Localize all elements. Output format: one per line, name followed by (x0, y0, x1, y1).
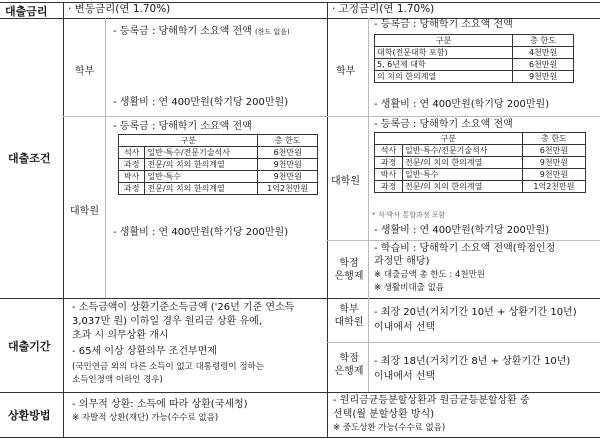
right-gr-note: * 석·박사 통합과정 포함 (372, 211, 446, 219)
table-cell-type: 전문/의 치의 한의계열 (403, 157, 523, 169)
label-repayment: 상환방법 (8, 409, 51, 422)
table-cell-type: 전문/의 치의 한의계열 (145, 183, 258, 195)
left-period-line-6: 소득인정액 이하인 경우) (72, 375, 163, 385)
table-cell-group: 박사 (119, 171, 145, 183)
table-header-category: 구분 (375, 35, 513, 47)
table-header-total: 총 한도 (522, 133, 585, 145)
right-undergrad-limit-table (374, 34, 574, 83)
left-period-line-4: - 65세 이상 상환의무 조건부면제 (72, 346, 217, 357)
table-row (375, 59, 574, 71)
left-gr-tuition: - 등록금 : 당해학기 소요액 전액 (113, 121, 252, 132)
table-header-category: 구분 (375, 133, 523, 145)
label-interest-rate: 대출금리 (5, 5, 48, 18)
table-row (119, 183, 318, 195)
table-cell-limit: 9천만원 (258, 171, 318, 183)
table-header-category: 구분 (119, 135, 258, 147)
rule-period-bottom (0, 392, 600, 393)
table-cell-limit: 1억2천만원 (522, 181, 585, 193)
left-grad-label: 대학원 (70, 206, 99, 217)
left-ug-living: - 생활비 : 연 400만원(학기당 200만원) (113, 97, 289, 108)
table-row (375, 181, 586, 193)
rule-mid (327, 2, 328, 437)
table-cell-limit: 6천만원 (258, 147, 318, 159)
table-cell-type: 5, 6년제 대학 (375, 59, 513, 71)
left-period-line-1: - 소득금액이 상환기준소득금액 ('26년 기준 연소득 (72, 302, 295, 313)
table-cell-limit: 4천만원 (513, 47, 574, 59)
table-cell-type: 일반·특수 (145, 171, 258, 183)
table-cell-group: 과정 (119, 159, 145, 171)
table-cell-group: 박사 (375, 169, 403, 181)
left-repay-line-2: ※ 자발적 상환(재단) 가능(수수료 없음) (72, 413, 219, 423)
right-period-cb-label: 학점 은행제 (334, 353, 364, 377)
table-row (375, 47, 574, 59)
table-row (119, 171, 318, 183)
table-cell-group: 과정 (375, 157, 403, 169)
left-undergrad-label: 학부 (75, 66, 95, 77)
fixed-rate: · 고정금리(연 1.70%) (332, 3, 435, 15)
table-cell-type: 일반·특수/전문기술석사 (403, 145, 523, 157)
left-period-line-2: 3,037만 원) 이하일 경우 원리금 상환 유예, (72, 316, 263, 327)
table-row (375, 157, 586, 169)
right-repay-line-1: - 원리금균등분할상환과 원금균등분할상환 중 (333, 395, 530, 406)
table-header-total: 총 한도 (258, 135, 318, 147)
left-ug-tuition: - 등록금 : 당해학기 소요액 전액 (한도 없음) (113, 26, 290, 37)
right-period-cb-line-2: 이내에서 선택 (374, 371, 436, 382)
table-cell-group: 석사 (119, 147, 145, 159)
right-undergrad-label: 학부 (336, 66, 356, 77)
left-period-line-3: 초과 시 의무상환 개시 (72, 330, 169, 341)
table-cell-limit: 9천만원 (258, 159, 318, 171)
rule-label-col (63, 2, 64, 437)
table-row (119, 159, 318, 171)
rule-right-sub (368, 18, 369, 392)
right-grad-label: 대학원 (331, 176, 360, 187)
rule-left-sub (105, 18, 106, 298)
left-grad-limit-table (118, 134, 318, 195)
table-cell-type: 전문/의 치의 한의계열 (403, 181, 523, 193)
table-cell-type: 일반·특수 (403, 169, 523, 181)
table-cell-type: 대학(전문대학 포함) (375, 47, 513, 59)
right-credit-bank-label: 학점 은행제 (334, 258, 364, 282)
left-period-line-5: (국민연금 외의 다른 소득이 없고 대통령령이 정하는 (72, 362, 264, 372)
table-cell-limit: 6천만원 (513, 59, 574, 71)
table-cell-limit: 9천만원 (522, 169, 585, 181)
label-loan-period: 대출기간 (8, 340, 51, 353)
table-row (375, 145, 586, 157)
right-gr-tuition: - 등록금 : 당해학기 소요액 전액 (374, 119, 513, 130)
right-cb-line-1: - 학습비 : 당해학기 소요액 전액(학점인정 (374, 243, 556, 254)
table-cell-limit: 9천만원 (522, 157, 585, 169)
rule-right-gr-bottom (327, 240, 600, 241)
table-cell-group: 과정 (119, 183, 145, 195)
right-cb-line-3: ※ 대출금액 총 한도 : 4천만원 (374, 270, 486, 280)
right-gr-living: - 생활비 : 연 400만원(학기당 200만원) (374, 225, 550, 236)
table-cell-group: 석사 (375, 145, 403, 157)
table-cell-limit: 1억2천만원 (258, 183, 318, 195)
left-repay-line-1: - 의무적 상환: 소득에 따라 상환(국세청) (72, 399, 248, 410)
table-cell-limit: 9천만원 (513, 71, 574, 83)
right-period-cb-line-1: - 최장 18년(거치기간 8년 + 상환기간 10년) (374, 356, 571, 367)
label-loan-conditions: 대출조건 (8, 152, 51, 165)
right-cb-line-4: ※ 생활비대출 없음 (374, 283, 445, 293)
rule-right-period-split (327, 342, 600, 343)
table-cell-type: 전문/의 치의 한의계열 (145, 159, 258, 171)
right-period-ug-line-1: - 최장 20년(거치기간 10년 + 상환기간 10년) (374, 307, 577, 318)
rule-conditions-bottom (0, 298, 600, 299)
right-grad-limit-table (374, 132, 586, 193)
right-period-ug-line-2: 이내에서 선택 (374, 322, 436, 333)
rule-left-ug-bottom (63, 116, 327, 117)
right-period-ug-label: 학부 대학원 (334, 304, 364, 328)
table-row (119, 147, 318, 159)
table-cell-group: 과정 (375, 181, 403, 193)
table-cell-limit: 6천만원 (522, 145, 585, 157)
right-cb-line-2: 과정만 해당) (374, 256, 430, 267)
rule-right-ug-bottom (327, 116, 600, 117)
table-cell-type: 의 치의 한의계열 (375, 71, 513, 83)
rule-bottom (0, 437, 600, 438)
right-repay-line-2: 선택(월 분할상환 방식) (333, 409, 435, 420)
variable-rate: · 변동금리(연 1.70%) (68, 3, 171, 15)
table-header-total: 총 한도 (513, 35, 574, 47)
table-cell-type: 일반·특수/전문기술석사 (145, 147, 258, 159)
table-row (375, 169, 586, 181)
table-row (375, 71, 574, 83)
left-gr-living: - 생활비 : 연 400만원(학기당 200만원) (113, 227, 289, 238)
right-repay-line-3: ※ 중도상환 가능(수수료 없음) (333, 423, 446, 433)
right-ug-tuition: - 등록금 : 당해학기 소요액 전액 (374, 19, 513, 30)
right-ug-living: - 생활비 : 연 400만원(학기당 200만원) (374, 99, 550, 110)
